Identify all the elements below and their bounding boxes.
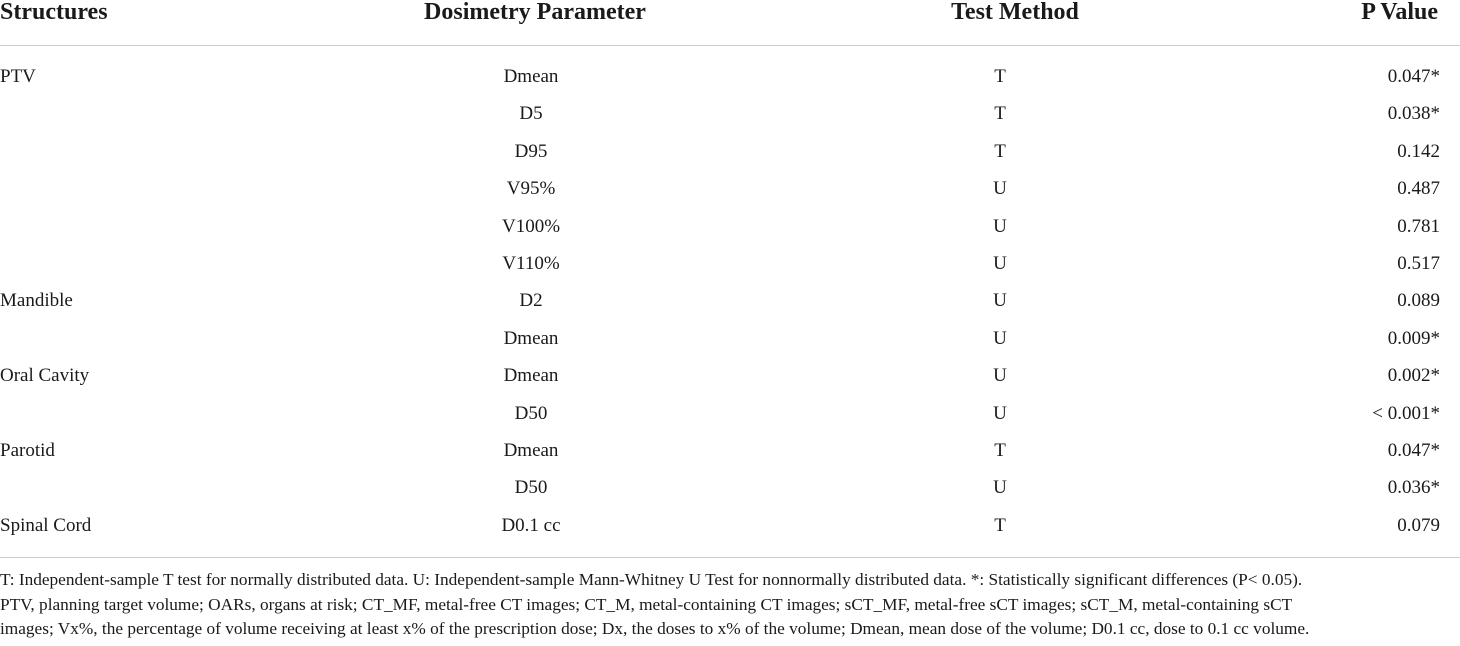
cell-structure: PTV (0, 66, 36, 87)
cell-structure (0, 95, 290, 132)
cell-structure (0, 133, 290, 170)
cell-parameter: V95% (506, 178, 556, 200)
table-footnote (0, 568, 1460, 642)
table-row (0, 95, 1460, 132)
cell-structure (0, 170, 290, 207)
table-row (0, 507, 1460, 558)
cell-parameter: Dmean (503, 365, 559, 387)
cell-parameter: D95 (514, 140, 548, 162)
cell-test-method: U (993, 477, 1007, 499)
table-row (0, 208, 1460, 245)
cell-test-method: U (993, 253, 1007, 275)
cell-test-method: T (994, 440, 1006, 462)
footnote-line: PTV, planning target volume; OARs, organs at risk; CT_MF, metal-free CT images; CT_M, metal-containing CT images; sCT_MF, metal-free sCT images; sCT_M, metal-containing sCT (0, 594, 1293, 614)
table-row (0, 432, 1460, 469)
header-p-value: P Value (1250, 0, 1460, 46)
cell-test-method: T (780, 507, 1250, 558)
table-row (0, 282, 1460, 319)
cell-test-method: T (994, 103, 1006, 125)
cell-p-value: < 0.001* (1372, 402, 1440, 424)
cell-p-value: 0.517 (1397, 253, 1440, 275)
table-row (0, 320, 1460, 357)
cell-p-value: 0.047* (1387, 440, 1440, 462)
cell-structure (0, 469, 290, 506)
cell-test-method: U (993, 402, 1007, 424)
table-row (0, 245, 1460, 282)
cell-p-value: 0.781 (1397, 215, 1440, 237)
cell-parameter: V100% (501, 215, 561, 237)
table-row (0, 133, 1460, 170)
cell-parameter: D5 (519, 103, 543, 125)
cell-parameter: Dmean (503, 327, 559, 349)
cell-parameter: D50 (514, 402, 548, 424)
cell-parameter: D0.1 cc (290, 507, 780, 558)
cell-parameter: D50 (514, 477, 548, 499)
cell-parameter: D2 (519, 290, 543, 312)
cell-parameter: V110% (502, 253, 560, 275)
cell-structure (0, 245, 290, 282)
cell-test-method: U (993, 178, 1007, 200)
cell-test-method: U (993, 365, 1007, 387)
cell-structure: Parotid (0, 440, 55, 462)
cell-p-value: 0.142 (1397, 140, 1440, 162)
header-dosimetry-parameter: Dosimetry Parameter (290, 0, 780, 46)
header-test-method: Test Method (780, 0, 1250, 46)
cell-structure: Spinal Cord (0, 507, 290, 558)
cell-structure: Oral Cavity (0, 365, 90, 387)
table-row (0, 46, 1460, 96)
cell-test-method: U (993, 215, 1007, 237)
cell-structure: Mandible (0, 290, 73, 312)
cell-p-value: 0.009* (1387, 327, 1440, 349)
table-row (0, 395, 1460, 432)
footnote-line: T: Independent-sample T test for normally distributed data. U: Independent-sample Mann-Whitney U Test for nonnormally distributed data. *: Statistically significant differences (P< 0.05). (0, 570, 1303, 589)
cell-test-method: T (994, 66, 1006, 87)
cell-parameter: Dmean (503, 66, 559, 87)
cell-test-method: U (993, 327, 1007, 349)
cell-p-value: 0.002* (1387, 365, 1440, 387)
table-header (0, 0, 1460, 46)
cell-parameter: Dmean (503, 440, 559, 462)
cell-p-value: 0.487 (1397, 178, 1440, 200)
cell-test-method: U (993, 290, 1007, 312)
cell-p-value: 0.079 (1250, 507, 1460, 558)
header-row (0, 0, 1460, 46)
cell-structure (0, 395, 290, 432)
cell-p-value: 0.038* (1387, 103, 1440, 125)
cell-structure (0, 320, 290, 357)
cell-test-method: T (994, 140, 1006, 162)
table-body (0, 46, 1460, 558)
cell-p-value: 0.047* (1387, 66, 1440, 87)
footnote-line: images; Vx%, the percentage of volume receiving at least x% of the prescription dose; Dx, the doses to x% of the volume; Dmean, mean dose of the volume; D0.1 cc, dose to 0.1 cc volume. (0, 619, 1310, 638)
cell-p-value: 0.036* (1387, 477, 1440, 499)
cell-structure (0, 208, 290, 245)
table-row (0, 170, 1460, 207)
header-structures: Structures (0, 0, 290, 46)
table-row (0, 357, 1460, 394)
cell-p-value: 0.089 (1397, 290, 1440, 312)
table-row (0, 469, 1460, 506)
